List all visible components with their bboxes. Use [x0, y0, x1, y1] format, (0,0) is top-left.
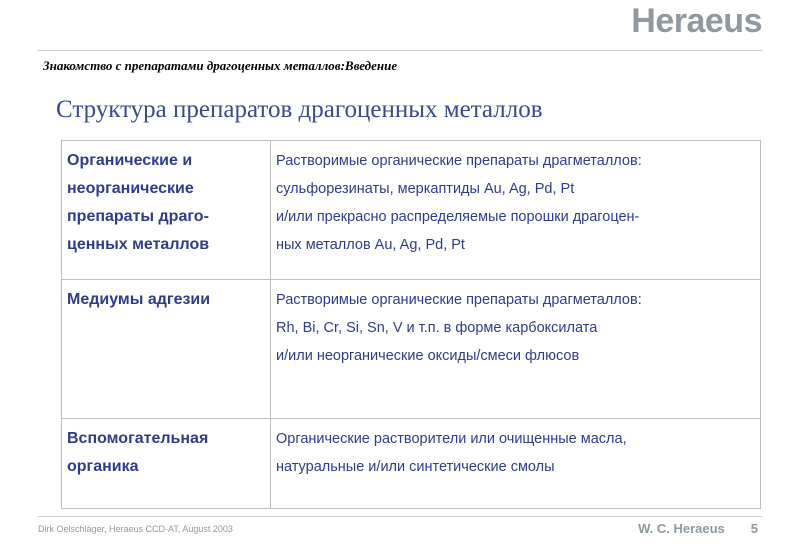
table-row	[62, 141, 761, 280]
row-heading-line: органика	[67, 458, 139, 475]
page-number: 5	[750, 521, 758, 536]
row-heading-line: Медиумы адгезии	[67, 291, 211, 308]
table-row	[62, 280, 761, 419]
row-description-cell	[271, 280, 761, 419]
row-heading-cell	[62, 419, 271, 509]
row-description-cell	[271, 141, 761, 280]
row-heading-line: препараты драго-	[67, 208, 209, 225]
row-description-line: Растворимые органические препараты драгметаллов:	[276, 153, 642, 169]
row-heading-cell	[62, 141, 271, 280]
row-heading-cell	[62, 280, 271, 419]
row-heading-line: ценных металлов	[67, 236, 210, 253]
structure-table	[61, 140, 761, 509]
row-heading-line: Органические и	[67, 152, 193, 169]
header-divider	[38, 50, 762, 51]
footer-author: Dirk Oelschläger, Heraeus CCD-AT, August 2003	[38, 524, 233, 534]
row-description-line: и/или неорганические оксиды/смеси флюсов	[276, 348, 580, 364]
row-description-line: Органические растворители или очищенные масла,	[276, 431, 627, 447]
row-description-line: натуральные и/или синтетические смолы	[276, 459, 555, 475]
row-heading-line: неорганические	[67, 180, 194, 197]
row-description-line: Растворимые органические препараты драгметаллов:	[276, 292, 642, 308]
row-heading-line: Вспомогательная	[67, 430, 209, 447]
breadcrumb: Знакомство с препаратами драгоценных металлов:Введение	[43, 58, 398, 73]
footer-divider	[38, 516, 762, 517]
page-title: Структура препаратов драгоценных металлов	[56, 96, 543, 123]
row-description-line: Rh, Bi, Cr, Si, Sn, V и т.п. в форме карбоксилата	[276, 320, 598, 336]
table-row	[62, 419, 761, 509]
row-description-line: и/или прекрасно распределяемые порошки драгоцен-	[276, 209, 640, 225]
row-description-line: сульфорезинаты, меркаптиды Au, Ag, Pd, Pt	[276, 181, 575, 197]
footer-company: W. C. Heraeus	[638, 521, 725, 536]
row-description-line: ных металлов Au, Ag, Pd, Pt	[276, 237, 465, 253]
row-description-cell	[271, 419, 761, 509]
footer-company-page	[638, 521, 758, 536]
heraeus-logo: Heraeus	[631, 2, 762, 40]
